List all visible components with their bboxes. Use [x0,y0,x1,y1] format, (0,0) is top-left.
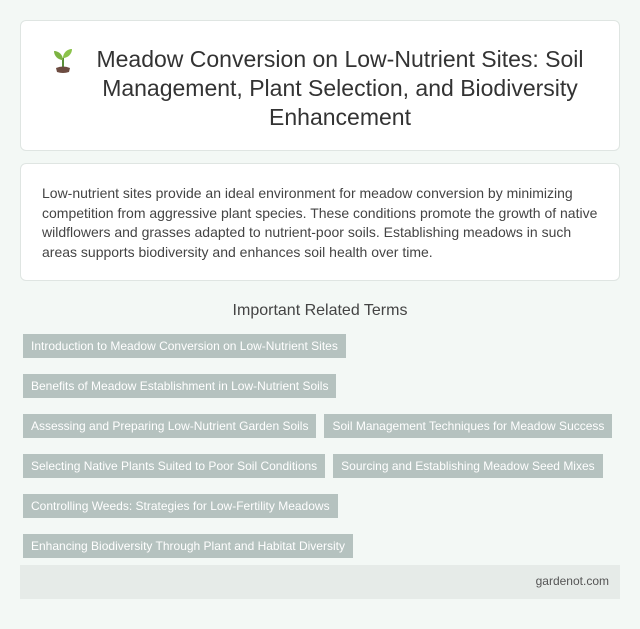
related-term-tag[interactable]: Soil Management Techniques for Meadow Success [324,414,612,438]
related-terms-list [23,334,623,598]
footer [20,565,620,599]
related-term-tag[interactable]: Selecting Native Plants Suited to Poor Soil Conditions [23,454,325,478]
related-terms-heading: Important Related Terms [232,302,408,319]
title-card [20,20,620,151]
related-term-tag[interactable]: Assessing and Preparing Low-Nutrient Garden Soils [23,414,316,438]
footer-site-link[interactable]: gardenot.com [535,574,609,588]
page-title: Meadow Conversion on Low-Nutrient Sites: Soil Management, Plant Selection, and Biodiversity Enhancement [96,46,584,130]
related-term-tag[interactable]: Controlling Weeds: Strategies for Low-Fertility Meadows [23,494,338,518]
intro-card [20,163,620,281]
related-term-tag[interactable]: Sourcing and Establishing Meadow Seed Mixes [333,454,602,478]
intro-paragraph: Low-nutrient sites provide an ideal environment for meadow conversion by minimizing competition from aggressive plant species. These conditions promote the growth of native wildflowers and grasses adapted to nutrient-poor soils. Establishing meadows in such areas supports biodiversity and enhances soil health over time. [42,185,598,260]
related-term-tag[interactable]: Introduction to Meadow Conversion on Low-Nutrient Sites [23,334,346,358]
related-term-tag[interactable]: Benefits of Meadow Establishment in Low-Nutrient Soils [23,374,336,398]
related-term-tag[interactable]: Enhancing Biodiversity Through Plant and Habitat Diversity [23,534,353,558]
